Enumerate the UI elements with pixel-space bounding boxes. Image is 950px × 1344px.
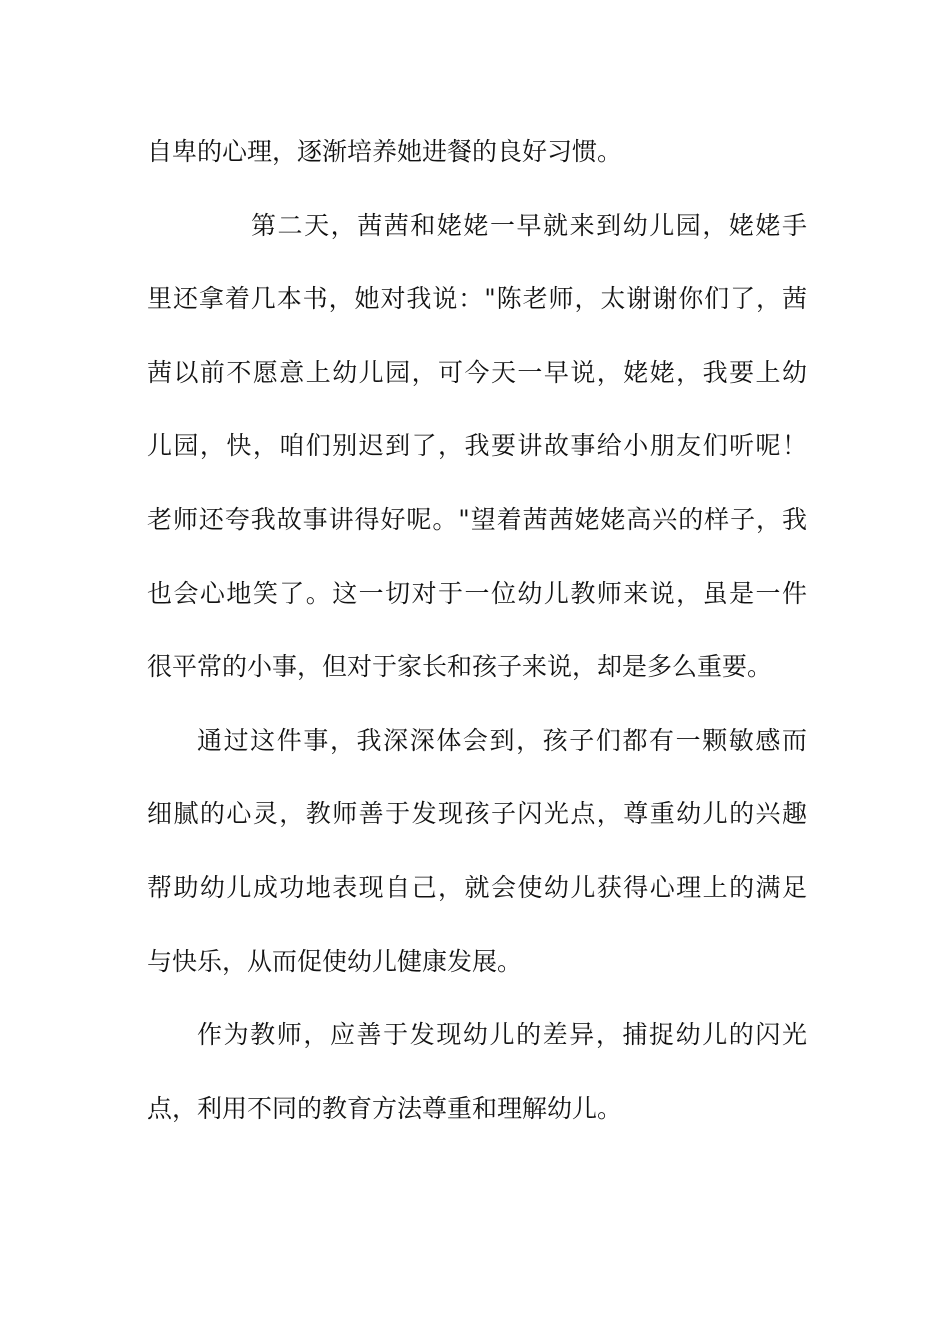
text-line: 第二天，茜茜和姥姥一早就来到幼儿园，姥姥手 <box>251 210 807 240</box>
text-line: 老师还夸我故事讲得好呢。"望着茜茜姥姥高兴的样子，我 <box>147 504 807 534</box>
text-line: 儿园，快，咱们别迟到了，我要讲故事给小朋友们听呢！ <box>147 431 807 461</box>
text-line: 也会心地笑了。这一切对于一位幼儿教师来说，虽是一件 <box>147 578 807 608</box>
text-line: 茜以前不愿意上幼儿园，可今天一早说，姥姥，我要上幼 <box>147 357 807 387</box>
text-line: 很平常的小事，但对于家长和孩子来说，却是多么重要。 <box>147 652 773 682</box>
text-line: 自卑的心理，逐渐培养她进餐的良好习惯。 <box>147 137 623 166</box>
text-line: 里还拿着几本书，她对我说："陈老师，太谢谢你们了，茜 <box>147 284 807 314</box>
body-text <box>147 126 807 1156</box>
text-line: 帮助幼儿成功地表现自己，就会使幼儿获得心理上的满足 <box>147 872 807 902</box>
text-line: 作为教师，应善于发现幼儿的差异，捕捉幼儿的闪光 <box>197 1020 807 1050</box>
text-line: 点，利用不同的教育方法尊重和理解幼儿。 <box>147 1093 623 1123</box>
text-line: 与快乐，从而促使幼儿健康发展。 <box>147 946 523 976</box>
text-line: 细腻的心灵，教师善于发现孩子闪光点，尊重幼儿的兴趣 <box>147 799 807 829</box>
text-line: 通过这件事，我深深体会到，孩子们都有一颗敏感而 <box>197 725 807 755</box>
